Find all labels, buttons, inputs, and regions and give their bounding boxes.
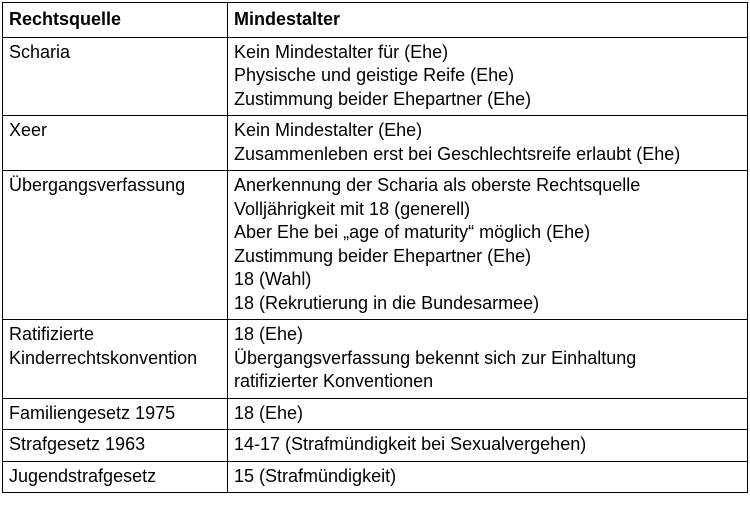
table-row [3, 461, 748, 493]
source-cell [3, 398, 228, 430]
source-line: Jugendstrafgesetz [9, 465, 157, 486]
age-line: 18 (Ehe) [234, 402, 304, 423]
table-row [3, 171, 748, 320]
column-header-rechtsquelle: Rechtsquelle [3, 3, 228, 38]
age-cell [228, 320, 748, 399]
table-row [3, 37, 748, 116]
source-line: Strafgesetz 1963 [9, 434, 146, 454]
table-body [3, 37, 748, 493]
age-line: Zustimmung beider Ehepartner (Ehe) [234, 245, 532, 266]
age-line: 15 (Strafmündigkeit) [234, 465, 397, 486]
source-cell [3, 116, 228, 171]
age-line: 14-17 (Strafmündigkeit bei Sexualvergehen) [234, 434, 587, 454]
source-line: Kinderrechtskonvention [9, 347, 198, 368]
age-cell [228, 171, 748, 320]
source-line: Xeer [9, 120, 48, 140]
age-line: Übergangsverfassung bekennt sich zur Einhaltung [234, 347, 637, 368]
age-cell [228, 398, 748, 430]
source-cell [3, 461, 228, 493]
age-line: Anerkennung der Scharia als oberste Rechtsquelle [234, 175, 641, 195]
table-header [3, 3, 748, 38]
age-line: Zustimmung beider Ehepartner (Ehe) [234, 88, 532, 109]
age-line: 18 (Ehe) [234, 324, 304, 344]
table-row [3, 398, 748, 430]
age-line: ratifizierter Konventionen [234, 371, 434, 391]
legal-sources-table [2, 2, 748, 493]
table-row [3, 430, 748, 462]
source-line: Ratifizierte [9, 324, 95, 344]
age-line: 18 (Wahl) [234, 269, 312, 289]
table-row [3, 320, 748, 399]
source-cell [3, 430, 228, 462]
source-cell [3, 171, 228, 320]
age-cell [228, 37, 748, 116]
age-line: Physische und geistige Reife (Ehe) [234, 65, 515, 85]
source-cell [3, 37, 228, 116]
column-header-mindestalter: Mindestalter [228, 3, 748, 38]
age-line: Aber Ehe bei „age of maturity“ möglich (Ehe) [234, 222, 591, 242]
age-cell [228, 430, 748, 462]
source-line: Scharia [9, 41, 71, 62]
source-cell [3, 320, 228, 399]
age-cell [228, 461, 748, 493]
age-line: 18 (Rekrutierung in die Bundesarmee) [234, 292, 540, 313]
age-line: Kein Mindestalter für (Ehe) [234, 41, 449, 62]
age-line: Zusammenleben erst bei Geschlechtsreife erlaubt (Ehe) [234, 143, 681, 164]
age-line: Kein Mindestalter (Ehe) [234, 120, 423, 140]
source-line: Familiengesetz 1975 [9, 402, 176, 423]
header-row [3, 3, 748, 38]
table-row [3, 116, 748, 171]
age-line: Volljährigkeit mit 18 (generell) [234, 198, 471, 219]
age-cell [228, 116, 748, 171]
source-line: Übergangsverfassung [9, 175, 186, 195]
